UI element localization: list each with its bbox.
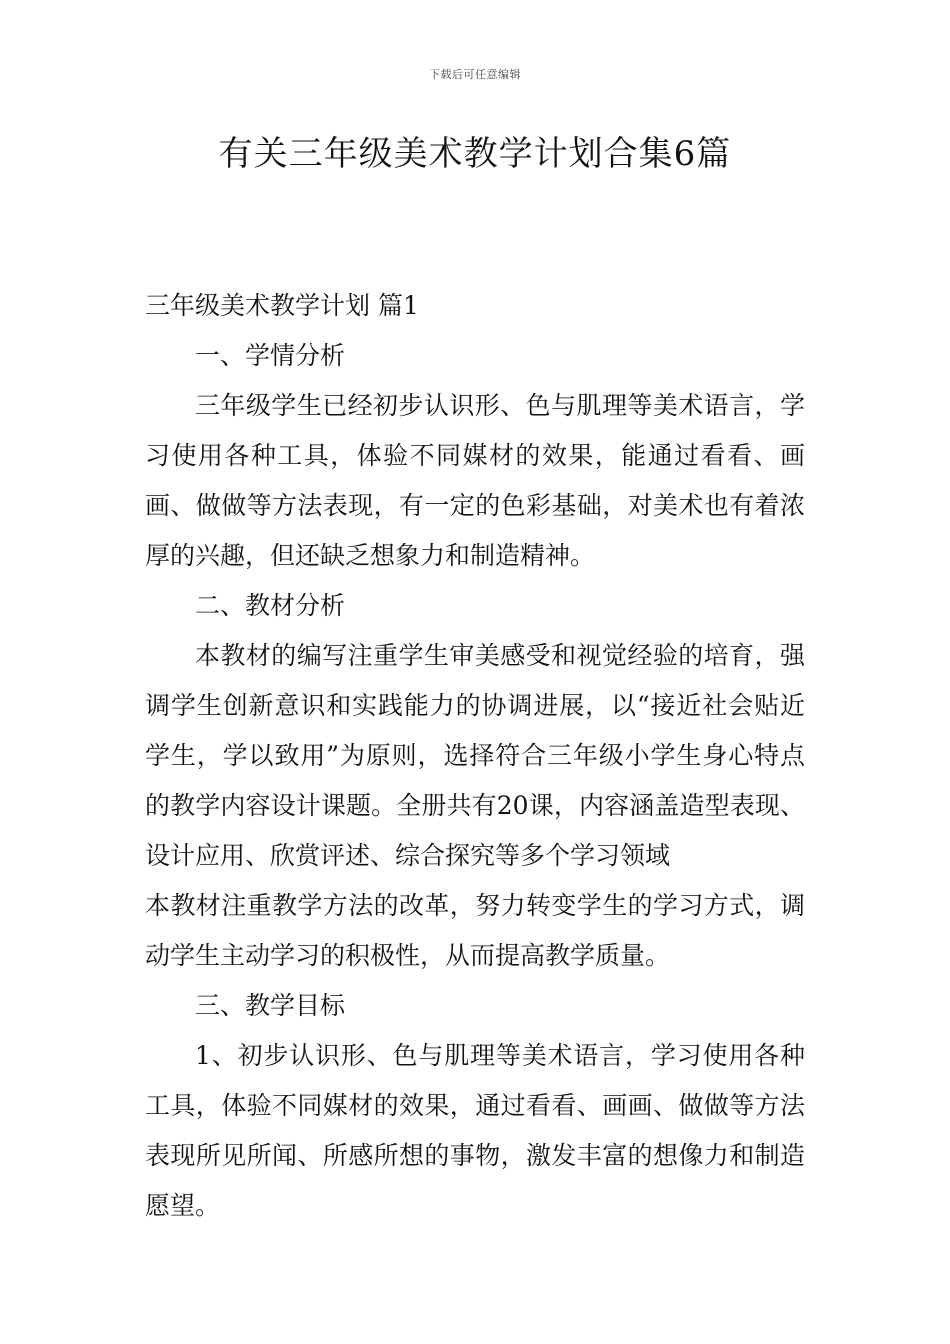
paragraph-goal-1: 1、初步认识形、色与肌理等美术语言，学习使用各种工具，体验不同媒材的效果，通过看看、画画、做做等方法表现所见所闻、所感所想的事物，激发丰富的想像力和制造愿望。 [145, 1041, 805, 1220]
header-note: 下载后可任意编辑 [429, 68, 521, 81]
document-title: 有关三年级美术教学计划合集6篇 [218, 134, 732, 174]
paragraph-textbook-analysis: 本教材的编写注重学生审美感受和视觉经验的培育，强调学生创新意识和实践能力的协调进展，以“接近社会贴近学生，学以致用”为原则，选择符合三年级小学生身心特点的教学内容设计课题。全册共有20课，内容涵盖造型表现、设计应用、欣赏评述、综合探究等多个学习领域 [145, 641, 805, 870]
subheading-textbook-analysis: 二、教材分析 [195, 591, 346, 620]
paragraph-student-analysis: 三年级学生已经初步认识形、色与肌理等美术语言，学习使用各种工具，体验不同媒材的效果，能通过看看、画画、做做等方法表现，有一定的色彩基础，对美术也有着浓厚的兴趣，但还缺乏想象力和制造精神。 [145, 391, 805, 570]
document-body [145, 281, 805, 1231]
subheading-teaching-goals: 三、教学目标 [195, 991, 346, 1020]
subheading-student-analysis: 一、学情分析 [195, 341, 346, 370]
paragraph-teaching-method: 本教材注重教学方法的改革，努力转变学生的学习方式，调动学生主动学习的积极性，从而提高教学质量。 [145, 891, 805, 970]
section-heading: 三年级美术教学计划 篇1 [145, 291, 419, 320]
